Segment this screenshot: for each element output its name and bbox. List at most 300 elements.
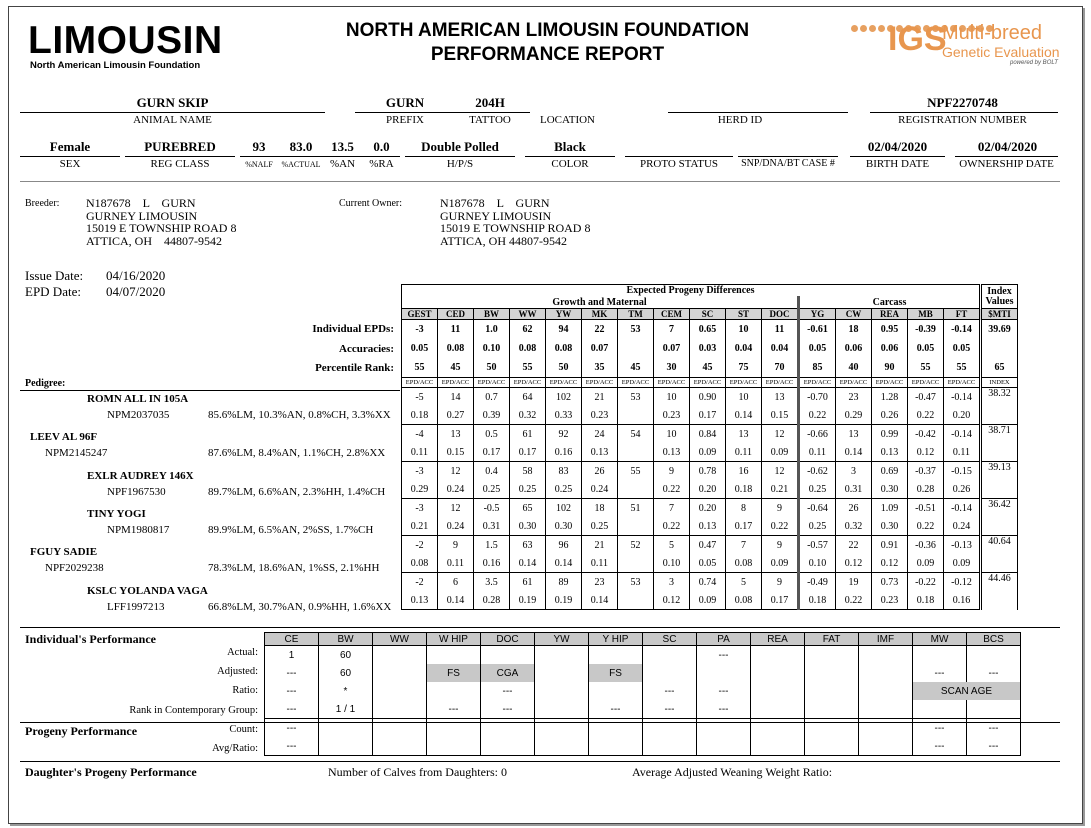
epd-acc-subheader: EPD/ACC bbox=[546, 378, 582, 388]
performance-row-label: Count: bbox=[229, 724, 258, 735]
epd-col-header: YG bbox=[799, 309, 836, 320]
pedigree-epd-cell: 39.13 bbox=[981, 462, 1018, 499]
pedigree-acc-cell: 0.09 bbox=[944, 554, 981, 573]
pedigree-acc-cell: 0.09 bbox=[762, 554, 799, 573]
performance-cell bbox=[427, 682, 481, 700]
individual-epd-row-cell: 53 bbox=[618, 320, 654, 340]
performance-cell bbox=[481, 737, 535, 756]
pedigree-reg-number: NPF2029238 bbox=[45, 562, 104, 575]
pedigree-reg-number: LFF1997213 bbox=[107, 600, 165, 613]
pedigree-epd-cell: 65 bbox=[510, 499, 546, 518]
pedigree-acc-cell: 0.28 bbox=[474, 591, 510, 610]
pedigree-epd-cell: 61 bbox=[510, 425, 546, 444]
percentile-row-cell: 45 bbox=[690, 358, 726, 378]
pedigree-epd-cell: 12 bbox=[762, 425, 799, 444]
pedigree-acc-cell: 0.24 bbox=[944, 517, 981, 536]
pedigree-epd-cell: 38.32 bbox=[981, 388, 1018, 425]
pedigree-epd-cell: -0.49 bbox=[799, 573, 836, 592]
pedigree-epd-cell: -0.62 bbox=[799, 462, 836, 481]
performance-cell bbox=[751, 737, 805, 756]
pedigree-acc-cell bbox=[618, 443, 654, 462]
pedigree-acc-cell: 0.25 bbox=[799, 517, 836, 536]
index-values-title: Index Values bbox=[981, 285, 1018, 309]
epd-col-header: GEST bbox=[402, 309, 438, 320]
epd-acc-subheader: EPD/ACC bbox=[908, 378, 944, 388]
pedigree-acc-cell: 0.23 bbox=[872, 591, 908, 610]
pedigree-acc-cell: 0.15 bbox=[762, 406, 799, 425]
pedigree-epd-cell: 96 bbox=[546, 536, 582, 555]
pedigree-epd-cell: 7 bbox=[654, 499, 690, 518]
pedigree-acc-cell: 0.25 bbox=[582, 517, 618, 536]
individual-performance-title: Individual's Performance bbox=[25, 632, 156, 646]
pedigree-epd-cell: 5 bbox=[726, 573, 762, 592]
pedigree-epd-cell: 0.4 bbox=[474, 462, 510, 481]
performance-cell: 1 / 1 bbox=[319, 700, 373, 719]
pedigree-reg-number: NPF1967530 bbox=[107, 485, 166, 498]
performance-col-header: BW bbox=[319, 633, 373, 646]
pedigree-acc-row bbox=[402, 480, 1018, 499]
color-value: Black bbox=[554, 139, 586, 154]
pedigree-epd-cell: 9 bbox=[762, 573, 799, 592]
pedigree-acc-cell: 0.27 bbox=[438, 406, 474, 425]
pedigree-epd-cell: 13 bbox=[836, 425, 872, 444]
performance-row bbox=[265, 646, 1021, 665]
individual-epd-row-cell: 1.0 bbox=[474, 320, 510, 340]
performance-col-header: WW bbox=[373, 633, 427, 646]
pedigree-epd-cell: 8 bbox=[726, 499, 762, 518]
performance-cell: --- bbox=[913, 737, 967, 756]
performance-cell bbox=[589, 737, 643, 756]
registration-number: NPF2270748 bbox=[927, 95, 998, 110]
pedigree-epd-cell: 7 bbox=[726, 536, 762, 555]
percentile-row-cell: 35 bbox=[582, 358, 618, 378]
pedigree-epd-cell: 12 bbox=[762, 462, 799, 481]
performance-row bbox=[265, 664, 1021, 682]
pedigree-acc-cell: 0.16 bbox=[474, 554, 510, 573]
accuracy-row-cell: 0.08 bbox=[438, 339, 474, 358]
pedigree-acc-cell: 0.08 bbox=[726, 554, 762, 573]
pedigree-epd-cell: -3 bbox=[402, 462, 438, 481]
epd-acc-subheader: EPD/ACC bbox=[654, 378, 690, 388]
pedigree-epd-cell: 23 bbox=[836, 388, 872, 407]
breeder-address: N187678 L GURN GURNEY LIMOUSIN 15019 E TOWNSHIP ROAD 8 ATTICA, OH 44807-9542 bbox=[86, 196, 237, 248]
individual-epd-row-cell: 39.69 bbox=[981, 320, 1018, 340]
accuracy-row-cell: 0.08 bbox=[546, 339, 582, 358]
epd-col-header: BW bbox=[474, 309, 510, 320]
color-label: COLOR bbox=[551, 158, 589, 170]
performance-cell bbox=[751, 664, 805, 682]
pedigree-epd-cell: 3 bbox=[654, 573, 690, 592]
pedigree-acc-cell: 0.22 bbox=[908, 406, 944, 425]
igs-logo: IGS Multi-breed Genetic Evaluation powered by BOLT bbox=[850, 20, 1065, 72]
pedigree-epd-row bbox=[402, 388, 1018, 407]
pedigree-acc-cell: 0.16 bbox=[944, 591, 981, 610]
pedigree-acc-cell: 0.24 bbox=[438, 517, 474, 536]
reg-class: PUREBRED bbox=[144, 139, 216, 154]
performance-cell bbox=[535, 646, 589, 665]
pedigree-epd-cell: -0.36 bbox=[908, 536, 944, 555]
accuracy-row-cell: 0.05 bbox=[908, 339, 944, 358]
epd-acc-subheader: EPD/ACC bbox=[799, 378, 836, 388]
pedigree-acc-cell bbox=[618, 554, 654, 573]
performance-cell: --- bbox=[265, 664, 319, 682]
epd-acc-subheader: EPD/ACC bbox=[690, 378, 726, 388]
pedigree-acc-cell: 0.18 bbox=[402, 406, 438, 425]
accuracy-row-cell: 0.03 bbox=[690, 339, 726, 358]
performance-cell: --- bbox=[967, 719, 1021, 738]
individual-epd-row-cell: 0.95 bbox=[872, 320, 908, 340]
pedigree-acc-cell: 0.12 bbox=[908, 443, 944, 462]
performance-cell bbox=[481, 646, 535, 665]
performance-cell: --- bbox=[913, 719, 967, 738]
pedigree-epd-cell: -0.37 bbox=[908, 462, 944, 481]
accuracy-row-cell bbox=[981, 339, 1018, 358]
performance-cell: * bbox=[319, 682, 373, 700]
performance-cell: FS bbox=[589, 664, 643, 682]
performance-cell: --- bbox=[967, 664, 1021, 682]
pedigree-acc-cell: 0.17 bbox=[474, 443, 510, 462]
pedigree-acc-cell: 0.17 bbox=[690, 406, 726, 425]
pedigree-acc-row bbox=[402, 406, 1018, 425]
birth-date-label: BIRTH DATE bbox=[865, 158, 930, 170]
individual-epd-row bbox=[402, 320, 1018, 340]
pct-ra: 0.0 bbox=[373, 139, 390, 154]
pedigree-epd-cell: 0.73 bbox=[872, 573, 908, 592]
performance-cell bbox=[535, 700, 589, 719]
performance-col-header: FAT bbox=[805, 633, 859, 646]
pedigree-epd-cell: 102 bbox=[546, 499, 582, 518]
pedigree-epd-cell: 1.28 bbox=[872, 388, 908, 407]
pedigree-epd-row bbox=[402, 425, 1018, 444]
daughters-progeny-title: Daughter's Progeny Performance bbox=[25, 765, 197, 779]
epd-title: Expected Progeny Differences bbox=[402, 285, 981, 297]
pedigree-epd-cell: 3.5 bbox=[474, 573, 510, 592]
pedigree-acc-cell: 0.28 bbox=[908, 480, 944, 499]
pedigree-breed-composition: 66.8%LM, 30.7%AN, 0.9%HH, 1.6%XX bbox=[208, 600, 392, 613]
pedigree-acc-cell: 0.05 bbox=[690, 554, 726, 573]
individual-epd-row-cell: -0.61 bbox=[799, 320, 836, 340]
pedigree-epd-cell: 10 bbox=[654, 388, 690, 407]
performance-cell: SCAN AGE bbox=[913, 682, 1021, 700]
pedigree-epd-cell: -0.51 bbox=[908, 499, 944, 518]
pedigree-epd-cell: 10 bbox=[726, 388, 762, 407]
progeny-performance-title: Progeny Performance bbox=[25, 724, 138, 738]
pedigree-acc-cell: 0.10 bbox=[654, 554, 690, 573]
animal-tattoo: 204H bbox=[475, 95, 505, 110]
pedigree-acc-cell bbox=[618, 480, 654, 499]
performance-cell: --- bbox=[481, 682, 535, 700]
epd-table bbox=[401, 284, 1018, 610]
percentile-row-cell: 65 bbox=[981, 358, 1018, 378]
pedigree-acc-cell: 0.14 bbox=[726, 406, 762, 425]
pedigree-epd-cell: -0.14 bbox=[944, 499, 981, 518]
performance-row-label: Adjusted: bbox=[217, 666, 258, 677]
pedigree-epd-cell: 19 bbox=[836, 573, 872, 592]
pedigree-acc-cell: 0.20 bbox=[944, 406, 981, 425]
performance-cell bbox=[913, 646, 967, 665]
pedigree-epd-cell: 12 bbox=[438, 499, 474, 518]
pedigree-animal-name: FGUY SADIE bbox=[30, 546, 98, 559]
pedigree-epd-cell: 13 bbox=[438, 425, 474, 444]
animal-prefix: GURN bbox=[385, 95, 425, 110]
pedigree-epd-cell: -0.42 bbox=[908, 425, 944, 444]
performance-cell: 60 bbox=[319, 646, 373, 665]
individual-epd-row-cell: 0.65 bbox=[690, 320, 726, 340]
epd-header-row bbox=[402, 309, 1018, 320]
pedigree-epd-cell: 0.5 bbox=[474, 425, 510, 444]
pedigree-acc-cell: 0.39 bbox=[474, 406, 510, 425]
accuracy-row-cell: 0.05 bbox=[799, 339, 836, 358]
pedigree-acc-cell: 0.22 bbox=[908, 517, 944, 536]
pedigree-epd-cell: -0.70 bbox=[799, 388, 836, 407]
pedigree-epd-cell: 55 bbox=[618, 462, 654, 481]
animal-sex: Female bbox=[49, 139, 91, 154]
pedigree-acc-cell: 0.17 bbox=[726, 517, 762, 536]
epd-col-header: TM bbox=[618, 309, 654, 320]
pedigree-acc-cell: 0.25 bbox=[474, 480, 510, 499]
pedigree-acc-cell: 0.08 bbox=[726, 591, 762, 610]
ownership-date: 02/04/2020 bbox=[977, 139, 1038, 154]
pedigree-reg-number: NPM2037035 bbox=[107, 409, 170, 421]
pedigree-epd-cell: 0.91 bbox=[872, 536, 908, 555]
performance-col-header: PA bbox=[697, 633, 751, 646]
pedigree-epd-cell: 21 bbox=[582, 388, 618, 407]
accuracy-row-cell: 0.08 bbox=[510, 339, 546, 358]
epd-acc-subheader-row bbox=[402, 378, 1018, 388]
pedigree-epd-cell: 12 bbox=[438, 462, 474, 481]
performance-cell bbox=[697, 664, 751, 682]
pedigree-epd-cell: -4 bbox=[402, 425, 438, 444]
performance-col-header: W HIP bbox=[427, 633, 481, 646]
percentile-row-cell: 75 bbox=[726, 358, 762, 378]
pedigree-epd-row bbox=[402, 462, 1018, 481]
performance-col-header: IMF bbox=[859, 633, 913, 646]
performance-cell bbox=[805, 737, 859, 756]
pedigree-acc-cell: 0.29 bbox=[402, 480, 438, 499]
pedigree-acc-cell: 0.14 bbox=[438, 591, 474, 610]
epd-col-header: FT bbox=[944, 309, 981, 320]
pedigree-acc-cell: 0.32 bbox=[836, 517, 872, 536]
pedigree-acc-cell: 0.18 bbox=[726, 480, 762, 499]
performance-row-label: Actual: bbox=[227, 647, 258, 658]
pedigree-epd-cell: 23 bbox=[582, 573, 618, 592]
percentile-row-cell: 50 bbox=[474, 358, 510, 378]
pedigree-acc-row bbox=[402, 443, 1018, 462]
pedigree-epd-cell: 51 bbox=[618, 499, 654, 518]
performance-cell bbox=[697, 737, 751, 756]
pedigree-epd-cell: 9 bbox=[762, 499, 799, 518]
performance-cell bbox=[319, 737, 373, 756]
pedigree-acc-cell: 0.09 bbox=[690, 443, 726, 462]
pedigree-breed-composition: 78.3%LM, 18.6%AN, 1%SS, 2.1%HH bbox=[208, 562, 380, 575]
pedigree-animal-name: ROMN ALL IN 105A bbox=[87, 393, 189, 405]
growth-maternal-title: Growth and Maternal bbox=[402, 296, 799, 309]
epd-col-header: ST bbox=[726, 309, 762, 320]
performance-row-label: Rank in Contemporary Group: bbox=[129, 705, 258, 716]
epd-col-header: CED bbox=[438, 309, 474, 320]
pedigree-epd-cell: 0.90 bbox=[690, 388, 726, 407]
limousin-logo-subtitle: North American Limousin Foundation bbox=[30, 60, 201, 71]
pedigree-acc-cell: 0.24 bbox=[438, 480, 474, 499]
epd-acc-subheader: EPD/ACC bbox=[582, 378, 618, 388]
epd-group-row bbox=[402, 296, 1018, 309]
pedigree-epd-cell: -0.15 bbox=[944, 462, 981, 481]
percentile-row-cell: 55 bbox=[510, 358, 546, 378]
animal-name-label: ANIMAL NAME bbox=[133, 114, 212, 126]
issue-date: 04/16/2020 bbox=[106, 268, 166, 283]
pedigree-acc-cell: 0.22 bbox=[762, 517, 799, 536]
percentile-row-cell: 50 bbox=[546, 358, 582, 378]
epd-date: 04/07/2020 bbox=[106, 284, 166, 299]
pedigree-epd-cell: 26 bbox=[836, 499, 872, 518]
performance-cell: FS bbox=[427, 664, 481, 682]
pedigree-epd-cell: -0.66 bbox=[799, 425, 836, 444]
individual-epd-row-cell: 7 bbox=[654, 320, 690, 340]
performance-col-header: CE bbox=[265, 633, 319, 646]
epd-acc-subheader: EPD/ACC bbox=[944, 378, 981, 388]
performance-cell bbox=[805, 646, 859, 665]
performance-cell bbox=[643, 646, 697, 665]
epd-acc-subheader: EPD/ACC bbox=[510, 378, 546, 388]
individual-epd-row-cell: -3 bbox=[402, 320, 438, 340]
pedigree-reg-number: NPM1980817 bbox=[107, 523, 170, 536]
accuracy-row-cell: 0.07 bbox=[654, 339, 690, 358]
pedigree-acc-cell: 0.20 bbox=[690, 480, 726, 499]
percentile-row-cell: 70 bbox=[762, 358, 799, 378]
location-label: LOCATION bbox=[540, 114, 595, 126]
performance-cell: 1 bbox=[265, 646, 319, 665]
percentile-row bbox=[402, 358, 1018, 378]
ra-label: %RA bbox=[369, 158, 394, 170]
pedigree-acc-cell: 0.19 bbox=[546, 591, 582, 610]
reg-class-label: REG CLASS bbox=[150, 158, 210, 170]
performance-cell bbox=[805, 682, 859, 700]
pedigree-epd-cell: 18 bbox=[582, 499, 618, 518]
pct-nalf: 93 bbox=[252, 139, 266, 154]
pedigree-epd-cell: -5 bbox=[402, 388, 438, 407]
pedigree-animal-name: TINY YOGI bbox=[87, 507, 146, 520]
pedigree-acc-cell: 0.12 bbox=[836, 554, 872, 573]
pedigree-epd-cell: 52 bbox=[618, 536, 654, 555]
pedigree-breed-composition: 87.6%LM, 8.4%AN, 1.1%CH, 2.8%XX bbox=[208, 447, 386, 460]
pedigree-acc-cell: 0.12 bbox=[872, 554, 908, 573]
percentile-row-cell: 55 bbox=[908, 358, 944, 378]
pedigree-acc-cell: 0.30 bbox=[872, 517, 908, 536]
pedigree-acc-cell: 0.26 bbox=[872, 406, 908, 425]
animal-name: GURN SKIP bbox=[136, 95, 209, 110]
performance-cell: --- bbox=[643, 682, 697, 700]
pedigree-epd-cell: 63 bbox=[510, 536, 546, 555]
pedigree-epd-cell: 0.7 bbox=[474, 388, 510, 407]
pedigree-epd-cell: -0.13 bbox=[944, 536, 981, 555]
pedigree-acc-cell: 0.14 bbox=[582, 591, 618, 610]
epd-col-header: REA bbox=[872, 309, 908, 320]
breeder-label: Breeder: bbox=[25, 198, 60, 209]
performance-cell bbox=[427, 737, 481, 756]
pedigree-acc-cell: 0.13 bbox=[872, 443, 908, 462]
performance-cell: --- bbox=[913, 664, 967, 682]
pedigree-acc-cell: 0.31 bbox=[836, 480, 872, 499]
birth-date: 02/04/2020 bbox=[867, 139, 928, 154]
epd-col-header: $MTI bbox=[981, 309, 1018, 320]
pedigree-animal-name: LEEV AL 96F bbox=[30, 431, 98, 444]
performance-cell bbox=[373, 700, 427, 719]
pedigree-acc-cell: 0.18 bbox=[908, 591, 944, 610]
pedigree-epd-cell: 22 bbox=[836, 536, 872, 555]
epd-col-header: DOC bbox=[762, 309, 799, 320]
pedigree-animal-name: KSLC YOLANDA VAGA bbox=[87, 584, 208, 597]
performance-row bbox=[265, 682, 1021, 700]
performance-cell: --- bbox=[589, 700, 643, 719]
pedigree-epd-cell: 44.46 bbox=[981, 573, 1018, 610]
pedigree-acc-cell: 0.16 bbox=[546, 443, 582, 462]
pedigree-acc-cell: 0.18 bbox=[799, 591, 836, 610]
performance-col-header: YW bbox=[535, 633, 589, 646]
percentile-row-cell: 85 bbox=[799, 358, 836, 378]
pedigree-acc-cell: 0.08 bbox=[402, 554, 438, 573]
performance-cell bbox=[805, 700, 859, 719]
performance-cell: --- bbox=[265, 700, 319, 719]
pedigree-epd-cell: -0.47 bbox=[908, 388, 944, 407]
hps-label: H/P/S bbox=[446, 158, 474, 170]
individual-epd-row-cell: 18 bbox=[836, 320, 872, 340]
performance-cell: --- bbox=[697, 682, 751, 700]
pedigree-epd-cell: -0.5 bbox=[474, 499, 510, 518]
pedigree-acc-cell: 0.25 bbox=[510, 480, 546, 499]
pedigree-breed-composition: 85.6%LM, 10.3%AN, 0.8%CH, 3.3%XX bbox=[208, 409, 391, 421]
prefix-label: PREFIX bbox=[386, 114, 424, 126]
ownership-date-label: OWNERSHIP DATE bbox=[959, 158, 1054, 170]
accuracy-row-cell: 0.05 bbox=[944, 339, 981, 358]
individual-epd-row-cell: -0.39 bbox=[908, 320, 944, 340]
percentile-rank-label: Percentile Rank: bbox=[315, 362, 394, 374]
pedigree-acc-cell: 0.13 bbox=[402, 591, 438, 610]
performance-cell: 60 bbox=[319, 664, 373, 682]
registration-number-label: REGISTRATION NUMBER bbox=[898, 114, 1027, 126]
epd-acc-subheader: EPD/ACC bbox=[438, 378, 474, 388]
performance-cell: --- bbox=[967, 737, 1021, 756]
pedigree-acc-cell: 0.15 bbox=[438, 443, 474, 462]
report-title-line1: NORTH AMERICAN LIMOUSIN FOUNDATION bbox=[345, 20, 750, 41]
pedigree-acc-cell: 0.09 bbox=[690, 591, 726, 610]
accuracy-row bbox=[402, 339, 1018, 358]
performance-cell bbox=[589, 682, 643, 700]
pedigree-epd-cell: 10 bbox=[654, 425, 690, 444]
pedigree-epd-cell: 16 bbox=[726, 462, 762, 481]
pedigree-epd-cell: -0.14 bbox=[944, 388, 981, 407]
pedigree-acc-cell: 0.14 bbox=[836, 443, 872, 462]
pedigree-acc-cell: 0.29 bbox=[836, 406, 872, 425]
percentile-row-cell: 55 bbox=[944, 358, 981, 378]
individual-epd-row-cell: 11 bbox=[762, 320, 799, 340]
pedigree-epd-cell: -0.64 bbox=[799, 499, 836, 518]
performance-col-header: REA bbox=[751, 633, 805, 646]
percentile-row-cell: 90 bbox=[872, 358, 908, 378]
pedigree-epd-cell: 3 bbox=[836, 462, 872, 481]
pedigree-acc-cell: 0.23 bbox=[582, 406, 618, 425]
epd-col-header: CEM bbox=[654, 309, 690, 320]
pedigree-epd-cell: 83 bbox=[546, 462, 582, 481]
tattoo-label: TATTOO bbox=[469, 114, 511, 126]
pct-an: 13.5 bbox=[331, 139, 354, 154]
pedigree-epd-cell: 0.47 bbox=[690, 536, 726, 555]
pedigree-acc-cell: 0.24 bbox=[582, 480, 618, 499]
herd-id-label: HERD ID bbox=[717, 114, 763, 126]
epd-date-label: EPD Date: bbox=[25, 284, 81, 299]
pedigree-acc-cell: 0.23 bbox=[654, 406, 690, 425]
pedigree-epd-cell: 13 bbox=[726, 425, 762, 444]
performance-col-header: SC bbox=[643, 633, 697, 646]
